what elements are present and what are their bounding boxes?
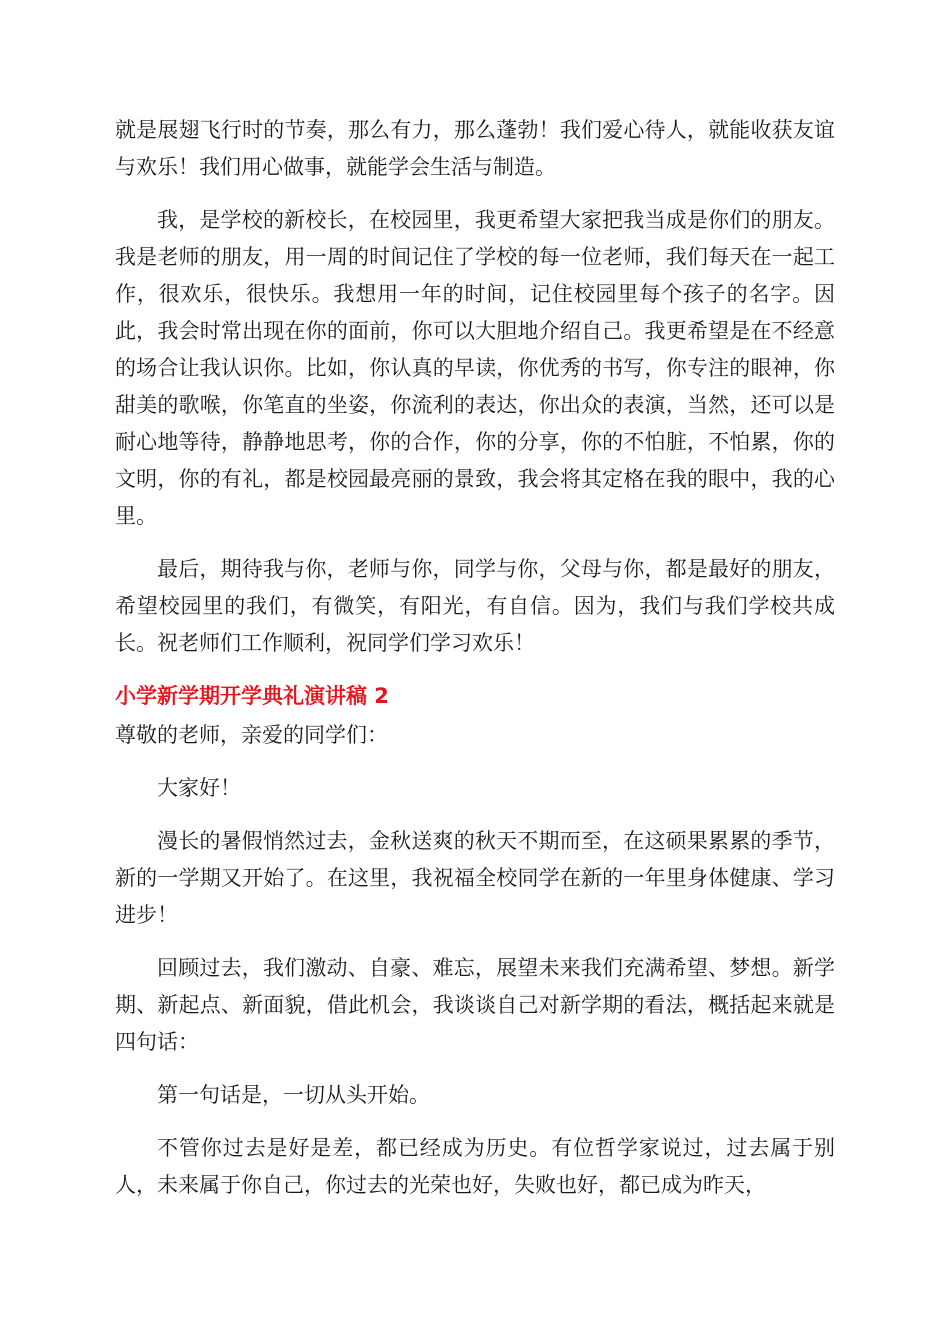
paragraph-review: 回顾过去，我们激动、自豪、难忘，展望未来我们充满希望、梦想。新学期、新起点、新面貌，借此机会，我谈谈自己对新学期的看法，概括起来就是四句话： (115, 956, 835, 1054)
paragraph-new-principal: 我，是学校的新校长，在校园里，我更希望大家把我当成是你们的朋友。我是老师的朋友，用一周的时间记住了学校的每一位老师，我们每天在一起工作，很欢乐，很快乐。我想用一年的时间，记住校园里每个孩子的名字。因此，我会时常出现在你的面前，你可以大胆地介绍自己。我更希望是在不经意的场合让我认识你。比如，你认真的早读，你优秀的书写，你专注的眼神，你甜美的歌喉，你笔直的坐姿，你流利的表达，你出众的表演，当然，还可以是耐心地等待，静静地思考，你的合作，你的分享，你的不怕脏，不怕累，你的文明，你的有礼，都是校园最亮丽的景致，我会将其定格在我的眼中，我的心里。 (115, 208, 835, 528)
salutation: 尊敬的老师，亲爱的同学们： (115, 723, 388, 747)
paragraph-summer-over: 漫长的暑假悄然过去，金秋送爽的秋天不期而至，在这硕果累累的季节，新的一学期又开始了。在这里，我祝福全校同学在新的一年里身体健康、学习进步！ (115, 829, 835, 927)
paragraph-past-history: 不管你过去是好是差，都已经成为历史。有位哲学家说过，过去属于别人，未来属于你自己，你过去的光荣也好，失败也好，都已成为昨天， (115, 1136, 835, 1197)
document-page (115, 112, 835, 1220)
paragraph-continued: 就是展翅飞行时的节奏，那么有力，那么蓬勃！我们爱心待人，就能收获友谊与欢乐！我们用心做事，就能学会生活与制造。 (115, 118, 835, 179)
paragraph-closing-wishes: 最后，期待我与你，老师与你，同学与你，父母与你，都是最好的朋友，希望校园里的我们，有微笑，有阳光，有自信。因为，我们与我们学校共成长。祝老师们工作顺利，祝同学们学习欢乐！ (115, 557, 835, 655)
paragraph-greeting: 大家好！ (157, 776, 241, 800)
paragraph-first-point: 第一句话是，一切从头开始。 (157, 1083, 430, 1107)
section-heading: 小学新学期开学典礼演讲稿 2 (115, 684, 389, 708)
